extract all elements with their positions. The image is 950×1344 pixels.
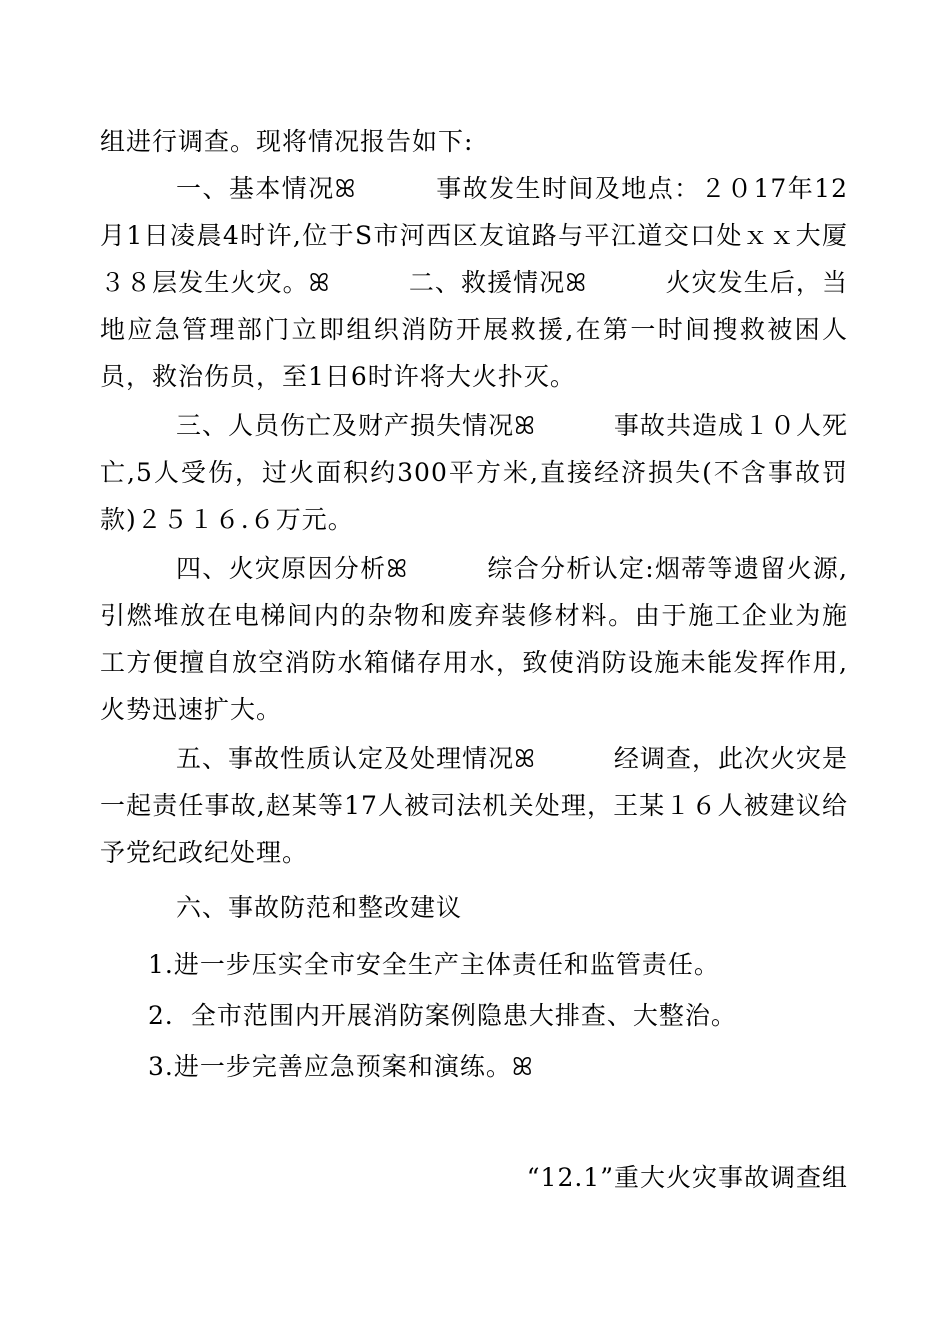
recommendation-item-1: 1.进一步压实全市安全生产主体责任和监管责任。 [148, 950, 720, 979]
section-basic-and-rescue: 一、基本情况ꕤ 事故发生时间及地点：２０17年12月1日凌晨4时许,位于S市河西区友谊路与平江道交口处ｘｘ大厦３８层发生火灾。ꕤ 二、救援情况ꕤ 火灾发生后，当地应急管理部门立即组织消防开展救援,在第一时间搜救被困人员，救治伤员，至1日6时许将大火扑灭。 [100, 174, 848, 391]
section-recommendations-heading: 六、事故防范和整改建议 [176, 893, 463, 922]
section-nature-handling: 五、事故性质认定及处理情况ꕤ 经调查，此次火灾是一起责任事故,赵某等17人被司法机关处理，王某１６人被建议给予党纪政纪处理。 [100, 744, 848, 867]
recommendation-item-2: 2．全市范围内开展消防案例隐患大排查、大整治。 [148, 1001, 737, 1030]
intro-line: 组进行调查。现将情况报告如下: [100, 127, 474, 156]
section-cause-analysis: 四、火灾原因分析ꕤ 综合分析认定:烟蒂等遗留火源,引燃堆放在电梯间内的杂物和废弃装修材料。由于施工企业为施工方便擅自放空消防水箱储存用水，致使消防设施未能发挥作用,火势迅速扩大。 [100, 554, 848, 724]
document-body [100, 118, 848, 1090]
section-casualties: 三、人员伤亡及财产损失情况ꕤ 事故共造成１０人死亡,5人受伤，过火面积约300平方米,直接经济损失(不含事故罚款)２５１６.６万元。 [100, 411, 848, 534]
recommendation-item-3: 3.进一步完善应急预案和演练。ꕤ [148, 1052, 534, 1081]
signature-line: “12.1”重大火灾事故调查组 [526, 1163, 848, 1192]
